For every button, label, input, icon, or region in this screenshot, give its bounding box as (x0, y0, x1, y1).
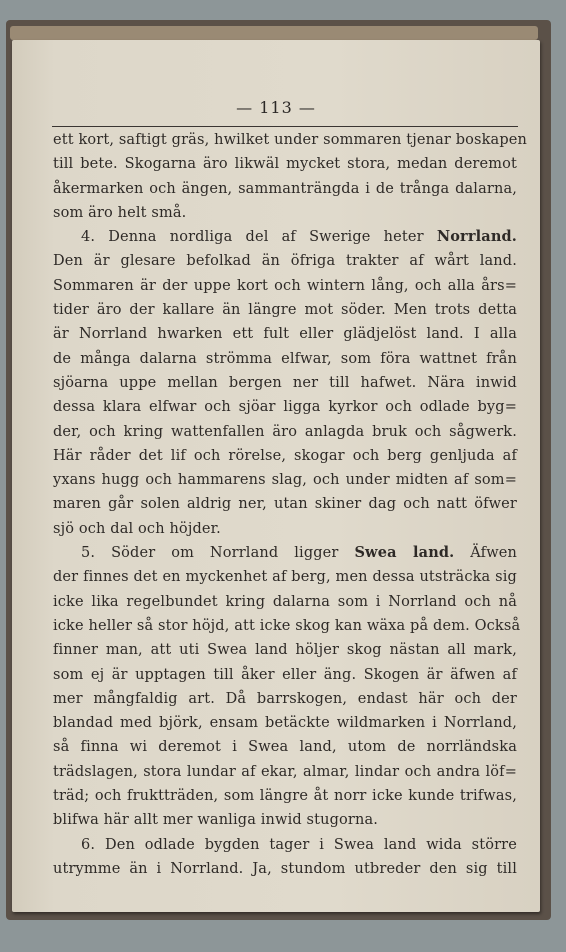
text-run: icke heller så stor höjd, att icke skog kan wäxa på dem. Också (53, 617, 521, 634)
text-line (53, 541, 517, 565)
text-line (53, 614, 521, 638)
text-run: der finnes det en myckenhet af berg, men dessa utsträcka sig (53, 569, 517, 586)
text-run: yxans hugg och hammarens slag, och under midten af som= (53, 472, 517, 489)
text-run: så finna wi deremot i Swea land, utom de norrländska (53, 739, 517, 756)
body-text (53, 128, 527, 881)
text-run: 6. Den odlade bygden tager i Swea land wida större (81, 836, 517, 853)
text-line (53, 152, 517, 176)
text-run: maren går solen aldrig ner, utan skiner dag och natt öfwer (53, 496, 517, 513)
text-line (53, 201, 517, 225)
book-page (12, 40, 540, 912)
text-line (53, 687, 517, 711)
text-run: sjöarna uppe mellan bergen ner till hafwet. Nära inwid (53, 374, 517, 391)
text-run: ett kort, saftigt gräs, hwilket under sommaren tjenar boskapen (53, 132, 527, 148)
text-run: dessa klara elfwar och sjöar ligga kyrkor och odlade byg= (53, 399, 517, 416)
text-run: utrymme än i Norrland. Ja, stundom utbreder den sig till (53, 860, 517, 877)
text-line (53, 638, 517, 662)
text-run: finner man, att uti Swea land höljer skog nästan all mark, (53, 642, 517, 659)
text-line (53, 468, 517, 492)
text-run: der, och kring wattenfallen äro anlagda bruk och sågwerk. (53, 423, 517, 440)
text-run: åkermarken och ängen, sammanträngda i de trånga dalarna, (53, 180, 517, 197)
text-line (53, 517, 517, 541)
text-line (53, 347, 517, 371)
text-run: Sommaren är der uppe kort och wintern lång, och alla års= (53, 277, 517, 294)
text-run: 4. Denna nordliga del af Swerige heter (81, 229, 437, 246)
text-line (53, 225, 517, 249)
text-line (53, 249, 517, 273)
text-line (53, 371, 517, 395)
page-edge (10, 26, 538, 40)
text-run: som äro helt små. (53, 204, 187, 221)
text-run: icke lika regelbundet kring dalarna som i Norrland och nå (53, 593, 517, 610)
text-run: Äfwen (454, 545, 517, 562)
page-number: — 113 — (236, 98, 316, 117)
text-run: tider äro der kallare än längre mot söder. Men trots detta (53, 302, 517, 319)
text-run: de många dalarna strömma elfwar, som föra wattnet från (53, 350, 517, 367)
text-run: är Norrland hwarken ett fult eller glädjelöst land. I alla (53, 326, 517, 343)
text-line (53, 420, 517, 444)
text-line (53, 735, 517, 759)
text-line (53, 857, 517, 881)
text-run: Den är glesare befolkad än öfriga trakter af wårt land. (53, 253, 517, 270)
text-line (53, 274, 517, 298)
text-run: till bete. Skogarna äro likwäl mycket stora, medan deremot (53, 156, 517, 173)
text-run: blifwa här allt mer wanliga inwid stugorna. (53, 812, 379, 829)
text-line (53, 711, 517, 735)
region-name: Swea land. (354, 544, 455, 562)
text-run: träd; och fruktträden, som längre åt norr icke kunde trifwas, (53, 788, 517, 805)
text-line (53, 177, 517, 201)
region-name: Norrland. (436, 228, 517, 246)
text-run: blandad med björk, ensam betäckte wildmarken i Norrland, (53, 715, 517, 732)
text-line (53, 808, 517, 832)
text-line (53, 322, 517, 346)
text-run: 5. Söder om Norrland ligger (81, 545, 355, 562)
text-line (53, 298, 517, 322)
text-line (53, 760, 517, 784)
text-line (53, 590, 517, 614)
text-line (53, 444, 517, 468)
text-line (53, 784, 517, 808)
text-run: trädslagen, stora lundar af ekar, almar, lindar och andra löf= (53, 763, 517, 780)
header-rule (52, 126, 518, 127)
text-line (53, 395, 517, 419)
text-line (53, 492, 517, 516)
text-line (53, 663, 517, 687)
text-line (53, 833, 517, 857)
text-run: som ej är upptagen till åker eller äng. Skogen är äfwen af (53, 666, 517, 683)
text-run: sjö och dal och höjder. (53, 520, 221, 537)
text-run: mer mångfaldig art. Då barrskogen, endast här och der (53, 690, 517, 707)
text-line (53, 128, 527, 152)
text-line (53, 565, 517, 589)
text-run: Här råder det lif och rörelse, skogar och berg genljuda af (53, 447, 517, 464)
